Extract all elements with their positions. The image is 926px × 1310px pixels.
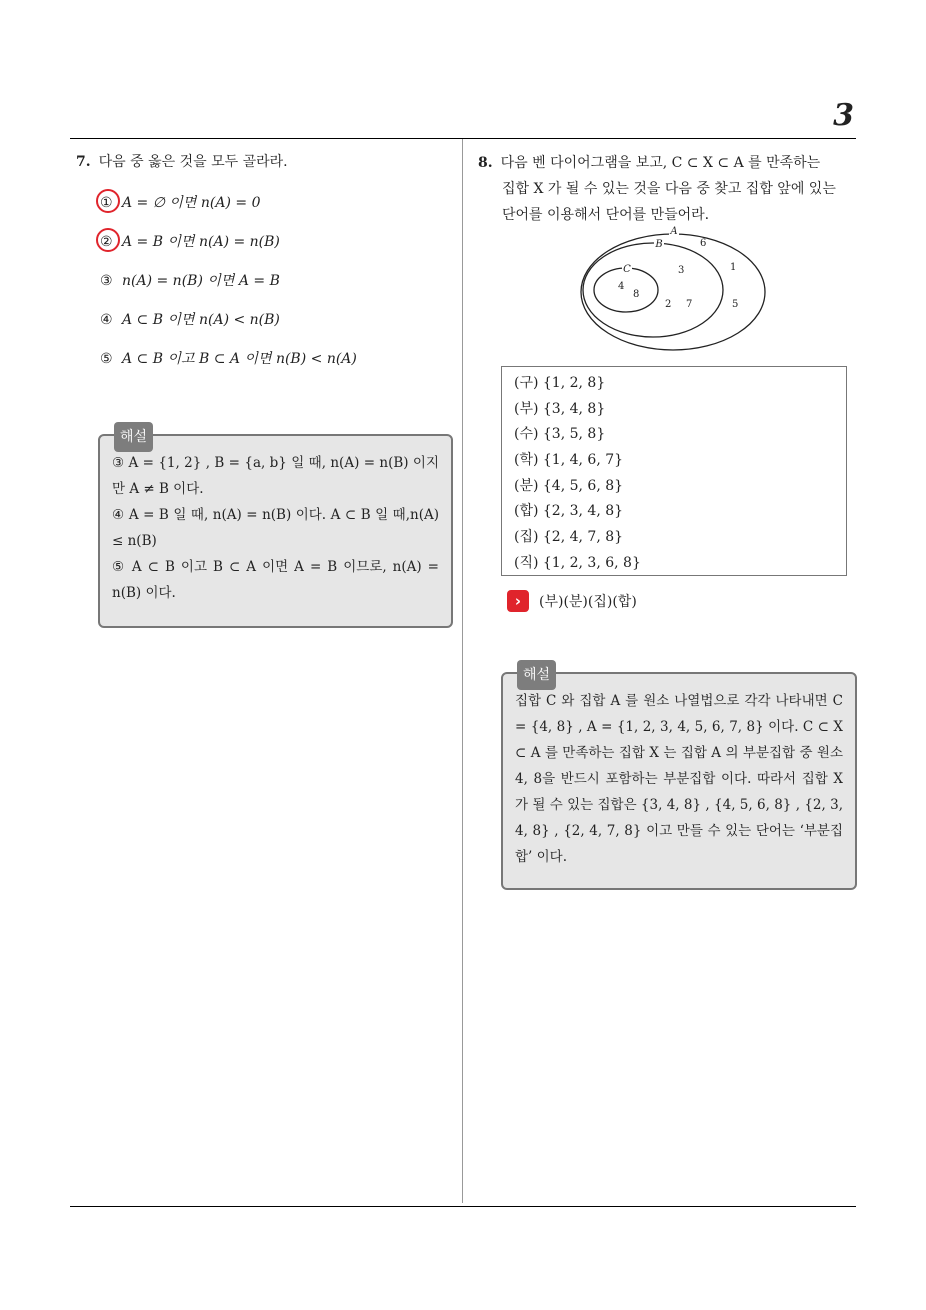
element-8: 8 bbox=[633, 289, 640, 300]
question-8-stem bbox=[478, 150, 860, 176]
choice-item[interactable]: (직) {1, 2, 3, 6, 8} bbox=[514, 554, 641, 571]
choice-item[interactable]: (수) {3, 5, 8} bbox=[514, 426, 606, 443]
question-text-line-3: 단어를 이용해서 단어를 만들어라. bbox=[502, 207, 710, 223]
option-text: A = ∅ 이면 n(A) = 0 bbox=[122, 195, 261, 211]
choice-item[interactable]: (분) {4, 5, 6, 8} bbox=[514, 477, 624, 494]
option-text: A ⊂ B 이면 n(A) < n(B) bbox=[122, 312, 280, 328]
selected-circle-mark bbox=[96, 189, 120, 213]
question-8 bbox=[478, 150, 860, 228]
choice-item[interactable]: (부) {3, 4, 8} bbox=[514, 400, 606, 417]
solution-line: ③ A = {1, 2} , B = {a, b} 일 때, n(A) = n(B) 이지만 A ≠ B 이다. bbox=[112, 455, 439, 497]
option-text: n(A) = n(B) 이면 A = B bbox=[122, 273, 280, 289]
option-2[interactable] bbox=[100, 231, 456, 270]
element-1: 1 bbox=[730, 262, 737, 273]
element-3: 3 bbox=[678, 265, 685, 276]
set-a-ellipse bbox=[581, 234, 765, 350]
set-b-label: B bbox=[655, 239, 663, 250]
element-5: 5 bbox=[732, 299, 739, 310]
choice-list-box bbox=[501, 366, 847, 576]
question-number: 8. bbox=[478, 155, 493, 171]
solution-box-8 bbox=[501, 667, 857, 890]
question-text-line-1: 다음 벤 다이어그램을 보고, C ⊂ X ⊂ A 를 만족하는 bbox=[500, 155, 821, 171]
column-divider bbox=[462, 139, 463, 1203]
question-text: 다음 중 옳은 것을 모두 골라라. bbox=[98, 154, 288, 170]
solution-tag: 해설 bbox=[517, 660, 556, 690]
option-number: ⑤ bbox=[100, 351, 113, 367]
venn-diagram bbox=[578, 226, 768, 354]
bottom-rule bbox=[70, 1206, 856, 1207]
solution-box-7 bbox=[98, 429, 453, 628]
question-7 bbox=[76, 150, 456, 387]
option-1[interactable] bbox=[100, 192, 456, 231]
option-number: ② bbox=[100, 234, 113, 250]
question-7-stem bbox=[76, 150, 456, 174]
choice-item[interactable]: (합) {2, 3, 4, 8} bbox=[514, 503, 624, 520]
option-number: ③ bbox=[100, 273, 113, 289]
selected-circle-mark bbox=[96, 228, 120, 252]
question-text-line-2: 집합 X 가 될 수 있는 것을 다음 중 찾고 집합 앞에 있는 bbox=[502, 181, 836, 197]
page-number: 3 bbox=[833, 98, 854, 133]
answer-row bbox=[507, 590, 637, 612]
option-number: ① bbox=[100, 195, 113, 211]
element-4: 4 bbox=[618, 281, 625, 292]
choice-item[interactable]: (학) {1, 4, 6, 7} bbox=[514, 452, 624, 469]
set-b-ellipse bbox=[583, 243, 723, 337]
answer-text: (부)(분)(집)(합) bbox=[539, 594, 637, 610]
solution-line: ④ A = B 일 때, n(A) = n(B) 이다. A ⊂ B 일 때,n(A) ≤ n(B) bbox=[112, 507, 439, 549]
set-c-label: C bbox=[623, 264, 631, 275]
top-rule bbox=[70, 138, 856, 139]
element-7: 7 bbox=[686, 299, 693, 310]
choice-item[interactable]: (구) {1, 2, 8} bbox=[514, 375, 606, 391]
set-a-label: A bbox=[670, 226, 678, 237]
option-text: A = B 이면 n(A) = n(B) bbox=[122, 234, 280, 250]
option-5[interactable] bbox=[100, 348, 456, 387]
element-2: 2 bbox=[665, 299, 672, 310]
chevron-right-icon: › bbox=[507, 590, 529, 612]
option-4[interactable] bbox=[100, 309, 456, 348]
option-text: A ⊂ B 이고 B ⊂ A 이면 n(B) < n(A) bbox=[122, 351, 357, 367]
choice-item[interactable]: (집) {2, 4, 7, 8} bbox=[514, 529, 624, 546]
option-number: ④ bbox=[100, 312, 113, 328]
solution-tag: 해설 bbox=[114, 422, 153, 452]
option-list bbox=[76, 192, 456, 387]
solution-line: ⑤ A ⊂ B 이고 B ⊂ A 이면 A = B 이므로, n(A) = n(B) 이다. bbox=[112, 559, 439, 601]
option-3[interactable] bbox=[100, 270, 456, 309]
element-6: 6 bbox=[700, 238, 707, 249]
question-number: 7. bbox=[76, 154, 91, 170]
solution-text: 집합 C 와 집합 A 를 원소 나열법으로 각각 나타내면 C = {4, 8} , A = {1, 2, 3, 4, 5, 6, 7, 8} 이다. C ⊂ X ⊂ A 를 만족하는 집합 X 는 집합 A 의 부분집합 중 원소 4, 8을 반드시 포함하는 부분집합 이다. 따라서 집합 X 가 될 수 있는 집합은 {3, 4, 8} , {4, 5, 6, 8} , {2, 3, 4, 8} , {2, 4, 7, 8} 이고 만들 수 있는 단어는 ‘부분집합’ 이다. bbox=[515, 693, 843, 865]
